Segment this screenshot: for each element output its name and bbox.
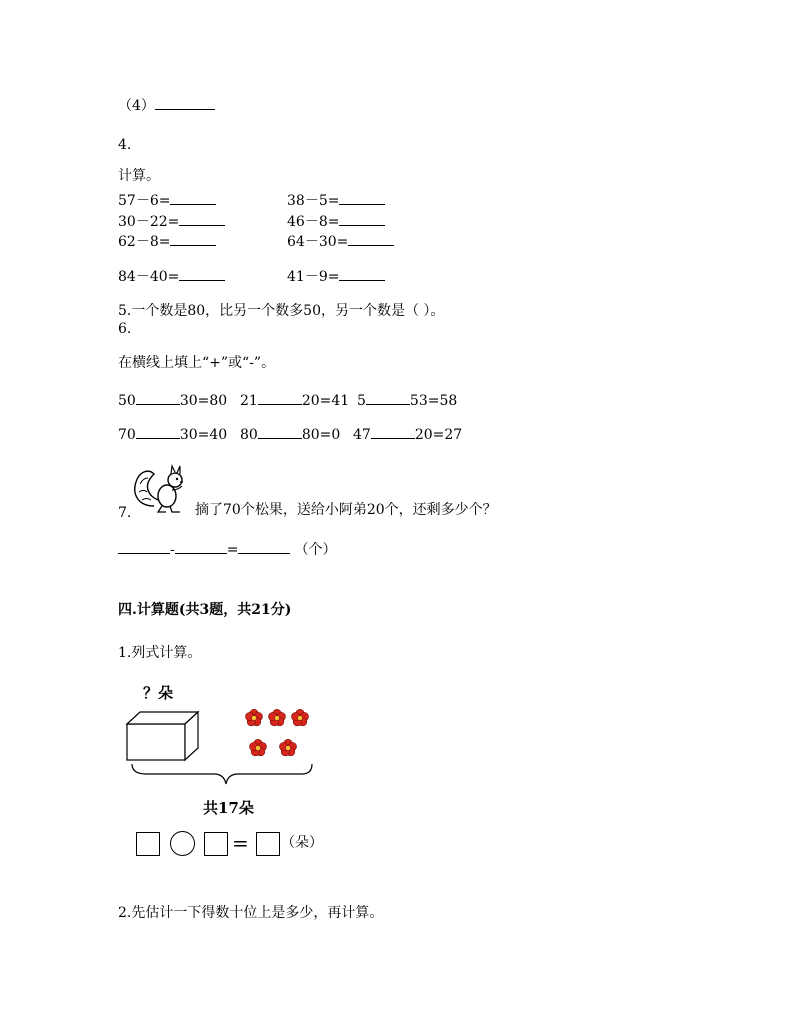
expression: 64－30= xyxy=(287,234,349,250)
q6-row1-item3 xyxy=(357,392,457,410)
answer-line[interactable] xyxy=(339,266,385,281)
operand: 30=40 xyxy=(179,427,228,443)
section-heading: 四.计算题(共3题，共21分) xyxy=(118,602,292,618)
q7-equation xyxy=(118,539,336,559)
q4-right-3 xyxy=(287,231,394,251)
flowers-group xyxy=(246,709,309,756)
answer-line[interactable] xyxy=(238,539,290,554)
operand: 20=27 xyxy=(414,427,463,443)
operator-circle[interactable] xyxy=(170,831,195,856)
operator-blank[interactable] xyxy=(258,392,302,405)
answer-line[interactable] xyxy=(348,231,394,246)
flower-icon xyxy=(280,739,297,756)
answer-box[interactable] xyxy=(136,832,160,856)
q7-number: 7. xyxy=(118,505,132,521)
flower-icon xyxy=(246,709,263,726)
q4-left-4 xyxy=(118,266,225,286)
operand: 5 xyxy=(357,393,366,409)
answer-line[interactable] xyxy=(155,95,215,110)
q5-text: 5.一个数是80，比另一个数多50，另一个数是（ ）。 xyxy=(118,303,445,319)
operand: 21 xyxy=(240,393,258,409)
q6-row2-item3 xyxy=(353,426,462,444)
q6-row2-item2 xyxy=(240,426,340,444)
q4-right-1 xyxy=(287,190,385,210)
operator-blank[interactable] xyxy=(371,426,415,439)
q6-row1-item1 xyxy=(118,392,227,410)
equals-sign: = xyxy=(232,831,249,855)
q4-right-2 xyxy=(287,211,385,231)
total-label: 共17朵 xyxy=(203,799,254,817)
answer-line[interactable] xyxy=(339,190,385,205)
brace-icon xyxy=(132,764,312,784)
operand: 70 xyxy=(118,427,136,443)
flower-icon xyxy=(269,709,286,726)
expression: 30－22= xyxy=(118,214,180,230)
q4-left-3 xyxy=(118,231,216,251)
answer-box[interactable] xyxy=(256,832,280,856)
operand: 50 xyxy=(118,393,136,409)
operator-blank[interactable] xyxy=(258,426,302,439)
operand: 20=41 xyxy=(301,393,350,409)
answer-line[interactable] xyxy=(170,190,216,205)
operator-blank[interactable] xyxy=(366,392,410,405)
q4-left-1 xyxy=(118,190,216,210)
q4-left-2 xyxy=(118,211,225,231)
answer-line[interactable] xyxy=(175,539,227,554)
answer-line[interactable] xyxy=(179,266,225,281)
expression: 46－8= xyxy=(287,214,340,230)
flower-icon xyxy=(292,709,309,726)
box-and-flowers-diagram xyxy=(122,704,322,800)
squirrel-illustration xyxy=(130,460,192,516)
q7-text: 摘了70个松果，送给小阿弟20个，还剩多少个？ xyxy=(195,502,497,518)
q6-instruction: 在横线上填上“+”或“-”。 xyxy=(118,355,276,371)
question-count-label: ？朵 xyxy=(143,684,174,702)
answer-line[interactable] xyxy=(339,211,385,226)
equals-sign: = xyxy=(226,542,239,558)
operand: 80 xyxy=(240,427,258,443)
expression: 41－9= xyxy=(287,269,340,285)
answer-line[interactable] xyxy=(118,539,170,554)
expression: 57－6= xyxy=(118,193,171,209)
operand: 80=0 xyxy=(301,427,341,443)
flower-icon xyxy=(250,739,267,756)
expression: 84－40= xyxy=(118,269,180,285)
operand: 53=58 xyxy=(409,393,458,409)
q4-number: 4. xyxy=(118,137,132,153)
q4-instruction: 计算。 xyxy=(118,168,160,184)
s4-q1-text: 1.列式计算。 xyxy=(118,645,202,661)
q6-row1-item2 xyxy=(240,392,349,410)
operator-blank[interactable] xyxy=(136,392,180,405)
answer-box[interactable] xyxy=(204,832,228,856)
q6-number: 6. xyxy=(118,321,132,337)
q3-item4-label: （4） xyxy=(118,98,155,114)
operand: 47 xyxy=(353,427,371,443)
minus-sign: - xyxy=(170,542,175,558)
answer-line[interactable] xyxy=(179,211,225,226)
answer-line[interactable] xyxy=(170,231,216,246)
operator-blank[interactable] xyxy=(136,426,180,439)
expression: 62－8= xyxy=(118,234,171,250)
expression: 38－5= xyxy=(287,193,340,209)
q4-right-4 xyxy=(287,266,385,286)
q6-row2-item1 xyxy=(118,426,227,444)
s4-q2-text: 2.先估计一下得数十位上是多少，再计算。 xyxy=(118,905,384,921)
q3-item4 xyxy=(118,95,215,115)
operand: 30=80 xyxy=(179,393,228,409)
box-icon xyxy=(127,712,198,760)
unit-label: （个） xyxy=(294,542,337,558)
unit-label: （朵） xyxy=(281,835,323,851)
